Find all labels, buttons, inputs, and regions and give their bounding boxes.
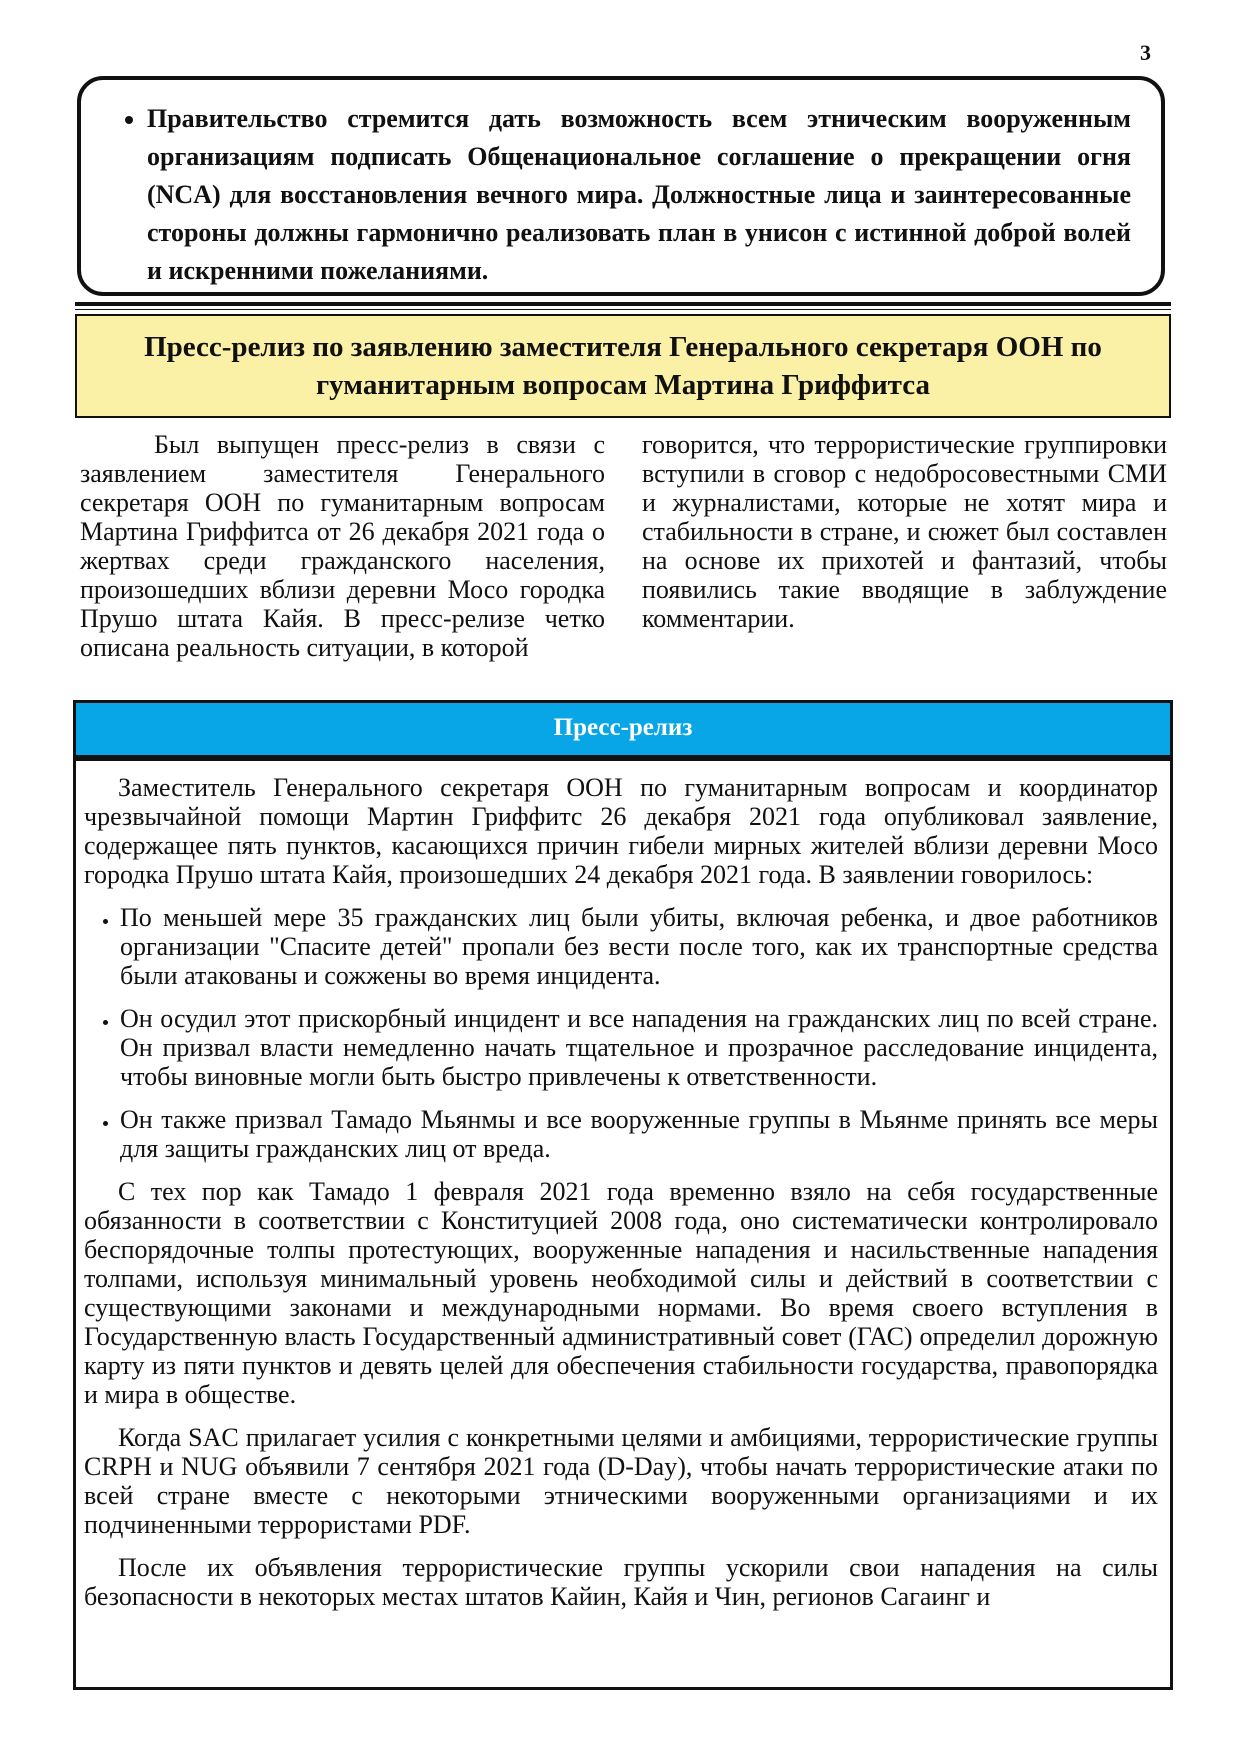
section-heading-line-2: гуманитарным вопросам Мартина Гриффитса	[315, 369, 931, 401]
section-heading-line-1: Пресс-релиз по заявлению заместителя Генерального секретаря ООН по	[144, 331, 1102, 363]
body-paragraph: С тех пор как Тамадо 1 февраля 2021 года временно взяло на себя государственные обязанности в соответствии с Конституцией 2008 года, оно систематически контролировало беспорядочные толпы протестующих, вооруженные нападения и насильственные нападения толпами, используя минимальный уровень необходимой силы и действий в соответствии с существующими законами и международными нормами. Во время своего вступления в Государственную власть Государственный административный совет (ГАС) определил дорожную карту из пяти пунктов и девять целей для обеспечения стабильности государства, правопорядка и мира в обществе.	[84, 1177, 1158, 1409]
statement-points-list	[84, 903, 1158, 1163]
press-release-intro: Заместитель Генерального секретаря ООН по гуманитарным вопросам и координатор чрезвычайной помощи Мартин Гриффитс 26 декабря 2021 года опубликовал заявление, содержащее пять пунктов, касающихся причин гибели мирных жителей вблизи деревни Мосо городка Прушо штата Кайя, произошедших 24 декабря 2021 года. В заявлении говорилось:	[84, 773, 1158, 889]
statement-point: • Он осудил этот прискорбный инцидент и все нападения на гражданских лиц по всей стране. Он призвал власти немедленно начать тщательное и прозрачное расследование инцидента, чтобы виновные могли быть быстро привлечены к ответственности.	[120, 1004, 1158, 1091]
statement-point: • По меньшей мере 35 гражданских лиц были убиты, включая ребенка, и двое работников организации "Спасите детей" пропали без вести после того, как их транспортные средства были атакованы и сожжены во время инцидента.	[120, 903, 1158, 990]
body-paragraph: После их объявления террористические группы ускорили свои нападения на силы безопасности в некоторых местах штатов Кайин, Кайя и Чин, регионов Сагаинг и	[84, 1553, 1158, 1611]
highlight-box	[77, 76, 1165, 296]
highlight-list	[127, 100, 1131, 290]
press-release-body	[73, 758, 1173, 1690]
intro-left-column	[80, 430, 605, 662]
body-paragraph: Когда SAC прилагает усилия с конкретными целями и амбициями, террористические группы CRPH и NUG объявили 7 сентября 2021 года (D-Day), чтобы начать террористические атаки по всей стране вместе с некоторыми этническими вооруженными организациями и их подчиненными террористами PDF.	[84, 1423, 1158, 1539]
divider-thick	[75, 302, 1171, 306]
intro-right-column	[642, 430, 1167, 633]
intro-right-text: говорится, что террористические группировки вступили в сговор с недобросовестными СМИ и журналистами, которые не хотят мира и стабильности в стране, и сюжет был составлен на основе их прихотей и фантазий, чтобы появились такие вводящие в заблуждение комментарии.	[642, 430, 1167, 633]
page-number: 3	[1140, 40, 1151, 65]
press-release-title-banner	[73, 700, 1173, 758]
statement-point: • Он также призвал Тамадо Мьянмы и все вооруженные группы в Мьянме принять все меры для защиты гражданских лиц от вреда.	[120, 1105, 1158, 1163]
highlight-bullet: • Правительство стремится дать возможность всем этническим вооруженным организациям подписать Общенациональное соглашение о прекращении огня (NCA) для восстановления вечного мира. Должностные лица и заинтересованные стороны должны гармонично реализовать план в унисон с истинной доброй волей и искренними пожеланиями.	[147, 100, 1131, 290]
intro-left-text: Был выпущен пресс-релиз в связи с заявлением заместителя Генерального секретаря ООН по гуманитарным вопросам Мартина Гриффитса от 26 декабря 2021 года о жертвах среди гражданского населения, произошедших вблизи деревни Мосо городка Прушо штата Кайя. В пресс-релизе четко описана реальность ситуации, в которой	[80, 430, 605, 662]
press-release-title: Пресс-релиз	[553, 714, 693, 741]
divider-thin	[75, 309, 1171, 310]
section-heading-banner	[75, 314, 1171, 418]
